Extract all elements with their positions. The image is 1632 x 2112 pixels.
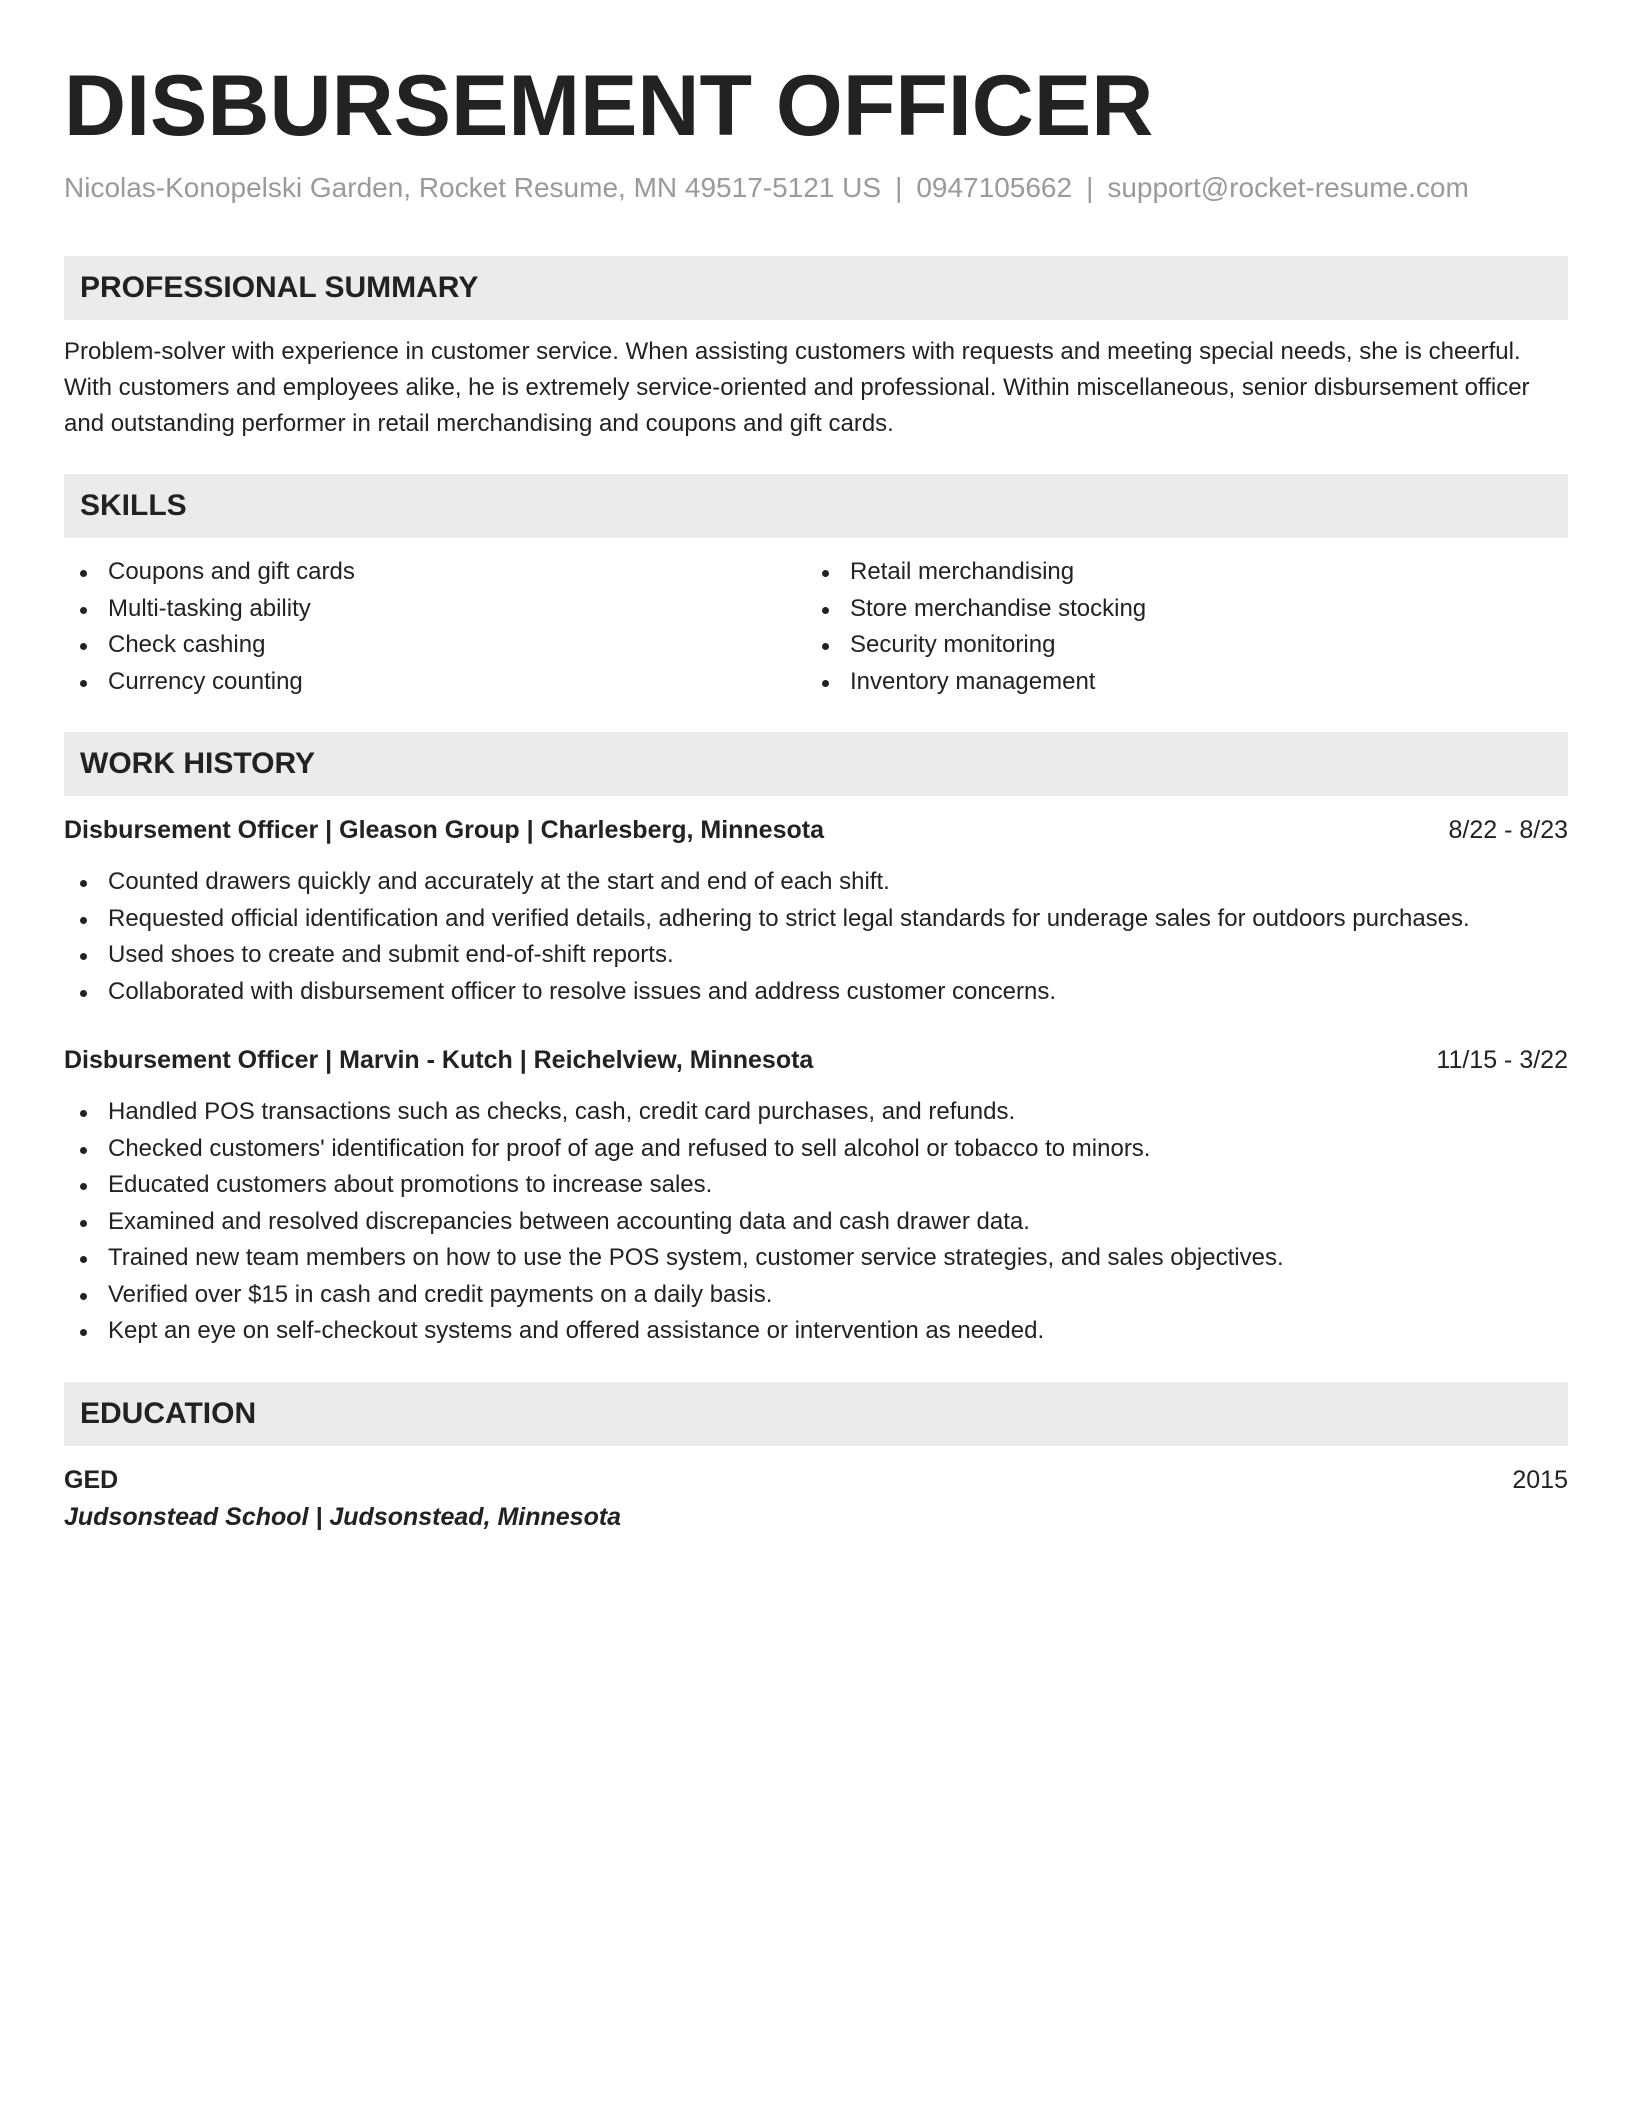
job-bullet: Counted drawers quickly and accurately at the start and end of each shift. (64, 864, 1568, 901)
job-bullet: Used shoes to create and submit end-of-shift reports. (64, 937, 1568, 974)
job-title: Disbursement Officer | Gleason Group | Charlesberg, Minnesota (64, 816, 824, 844)
section-header-work-history: WORK HISTORY (64, 732, 1568, 796)
education-school: Judsonstead School | Judsonstead, Minnesota (64, 1502, 622, 1531)
contact-address: Nicolas-Konopelski Garden, Rocket Resume, MN 49517-5121 US (64, 172, 882, 203)
skills-list-right (806, 554, 1548, 700)
contact-line (64, 170, 1568, 206)
job-header (64, 1042, 1568, 1078)
job-bullet: Collaborated with disbursement officer to resolve issues and address customer concerns. (64, 974, 1568, 1011)
job-bullet: Handled POS transactions such as checks, cash, credit card purchases, and refunds. (64, 1094, 1568, 1131)
contact-phone: 0947105662 (916, 172, 1073, 203)
skills-list-left (64, 554, 806, 700)
job-header (64, 812, 1568, 848)
section-header-summary: PROFESSIONAL SUMMARY (64, 256, 1568, 320)
job-entry (64, 812, 1568, 1010)
contact-separator: | (1086, 172, 1094, 203)
education-year: 2015 (1512, 1465, 1568, 1494)
skill-item: Multi-tasking ability (64, 591, 806, 628)
candidate-name: DISBURSEMENT OFFICER (64, 58, 1154, 154)
job-bullet: Verified over $15 in cash and credit payments on a daily basis. (64, 1277, 1568, 1314)
job-bullet: Kept an eye on self-checkout systems and offered assistance or intervention as needed. (64, 1313, 1568, 1350)
skill-item: Coupons and gift cards (64, 554, 806, 591)
job-bullets (64, 1094, 1568, 1350)
summary-text: Problem-solver with experience in customer service. When assisting customers with requests and meeting special needs, she is cheerful. With customers and employees alike, he is extremely service-oriented and professional. Within miscellaneous, senior disbursement officer and outstanding performer in retail merchandising and coupons and gift cards. (64, 338, 1530, 437)
job-bullet: Checked customers' identification for proof of age and refused to sell alcohol or tobacco to minors. (64, 1131, 1568, 1168)
skill-item: Currency counting (64, 664, 806, 701)
job-entry (64, 1042, 1568, 1350)
job-dates: 8/22 - 8/23 (1448, 816, 1568, 844)
job-bullet: Educated customers about promotions to increase sales. (64, 1167, 1568, 1204)
skill-item: Inventory management (806, 664, 1548, 701)
skill-item: Store merchandise stocking (806, 591, 1548, 628)
job-dates: 11/15 - 3/22 (1436, 1046, 1568, 1074)
skill-item: Retail merchandising (806, 554, 1548, 591)
skills-grid (64, 554, 1568, 700)
job-bullet: Trained new team members on how to use the POS system, customer service strategies, and sales objectives. (64, 1240, 1568, 1277)
contact-separator: | (895, 172, 903, 203)
education-degree: GED (64, 1465, 119, 1494)
job-title: Disbursement Officer | Marvin - Kutch | Reichelview, Minnesota (64, 1046, 814, 1074)
education-header (64, 1462, 1568, 1498)
contact-email: support@rocket-resume.com (1107, 172, 1469, 203)
job-bullet: Requested official identification and verified details, adhering to strict legal standards for underage sales for outdoors purchases. (64, 901, 1568, 938)
section-header-skills: SKILLS (64, 474, 1568, 538)
resume-page (64, 56, 1568, 1536)
job-bullet: Examined and resolved discrepancies between accounting data and cash drawer data. (64, 1204, 1568, 1241)
job-bullets (64, 864, 1568, 1010)
section-header-education: EDUCATION (64, 1382, 1568, 1446)
skill-item: Check cashing (64, 627, 806, 664)
skill-item: Security monitoring (806, 627, 1548, 664)
